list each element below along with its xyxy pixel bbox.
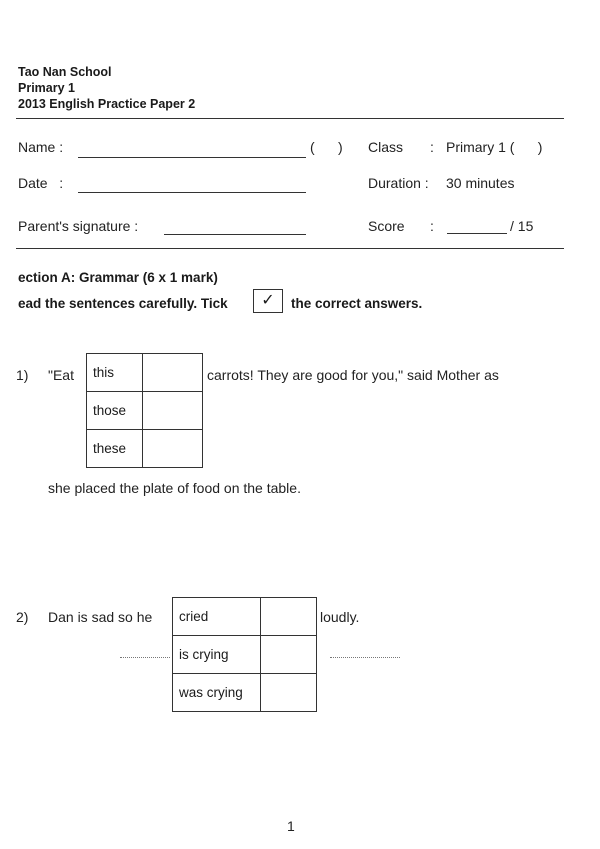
- duration-label: Duration :: [368, 175, 429, 191]
- option-row: [173, 636, 317, 674]
- question-text-end: loudly.: [320, 609, 360, 625]
- name-field[interactable]: [78, 157, 306, 158]
- instruction-text: ead the sentences carefully. Tick: [18, 296, 228, 311]
- tick-box[interactable]: [261, 636, 317, 674]
- option-row: [173, 598, 317, 636]
- score-total: / 15: [510, 218, 534, 234]
- option-row: [87, 354, 203, 392]
- option-label: these: [87, 430, 143, 468]
- option-row: [173, 674, 317, 712]
- page-number: 1: [287, 818, 295, 834]
- tick-box[interactable]: [261, 674, 317, 712]
- option-label: was crying: [173, 674, 261, 712]
- date-label: Date :: [18, 175, 64, 191]
- score-label: Score: [368, 218, 405, 234]
- question-number: 1): [16, 367, 29, 383]
- tick-sample-box: [253, 289, 283, 313]
- tick-box[interactable]: [261, 598, 317, 636]
- score-colon: :: [430, 218, 434, 234]
- question-number: 2): [16, 609, 29, 625]
- question-text-start: "Eat: [48, 367, 74, 383]
- check-icon: ✓: [261, 292, 275, 309]
- duration-value: 30 minutes: [446, 175, 515, 191]
- instruction-text-end: the correct answers.: [291, 296, 423, 311]
- tick-box[interactable]: [143, 354, 203, 392]
- signature-label: Parent's signature :: [18, 218, 139, 234]
- question-text-continuation: she placed the plate of food on the table.: [48, 480, 301, 496]
- option-row: [87, 430, 203, 468]
- question-text-start: Dan is sad so he: [48, 609, 153, 625]
- scan-dotted-line: [330, 657, 400, 658]
- tick-box[interactable]: [143, 430, 203, 468]
- class-value: Primary 1 ( ): [446, 139, 543, 155]
- tick-box[interactable]: [143, 392, 203, 430]
- level-label: Primary 1: [18, 81, 75, 95]
- name-label: Name :: [18, 139, 64, 155]
- signature-field[interactable]: [164, 234, 306, 235]
- index-parens: ( ): [310, 139, 343, 155]
- section-title: ection A: Grammar (6 x 1 mark): [18, 270, 218, 285]
- option-label: is crying: [173, 636, 261, 674]
- option-label: cried: [173, 598, 261, 636]
- date-field[interactable]: [78, 192, 306, 193]
- option-row: [87, 392, 203, 430]
- scan-dotted-line: [120, 657, 170, 658]
- question-text-end: carrots! They are good for you," said Mother as: [207, 367, 499, 383]
- score-field[interactable]: [447, 233, 507, 234]
- question-1-options: [86, 353, 203, 468]
- form-divider: [16, 248, 564, 249]
- class-colon: :: [430, 139, 434, 155]
- option-label: this: [87, 354, 143, 392]
- school-name: Tao Nan School: [18, 65, 112, 79]
- option-label: those: [87, 392, 143, 430]
- paper-title: 2013 English Practice Paper 2: [18, 97, 196, 111]
- question-2-options: [172, 597, 317, 712]
- class-label: Class: [368, 139, 404, 155]
- header-divider: [16, 118, 564, 119]
